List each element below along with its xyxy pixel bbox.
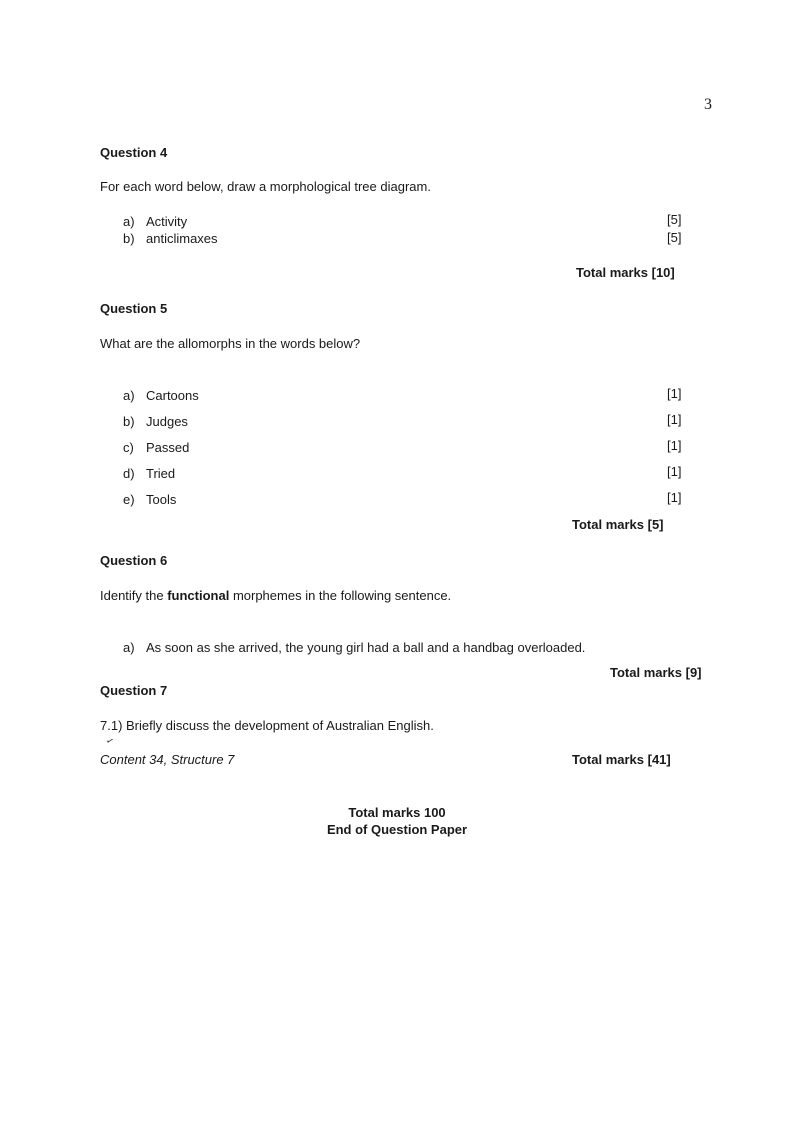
item-marks: [1]	[667, 412, 682, 427]
item-marks: [1]	[667, 438, 682, 453]
item-marks: [1]	[667, 386, 682, 401]
item-word: anticlimaxes	[146, 231, 218, 246]
question-7-note: Content 34, Structure 7	[100, 752, 235, 767]
tick-mark: ✓	[104, 735, 116, 748]
item-word: Tried	[146, 466, 176, 481]
item-sentence: As soon as she arrived, the young girl had a ball and a handbag overloaded.	[146, 640, 586, 655]
item-letter: e)	[123, 492, 135, 507]
question-6-heading: Question 6	[100, 553, 168, 568]
instruction-suffix: morphemes in the following sentence.	[229, 588, 452, 603]
item-word: Tools	[146, 492, 177, 507]
item-letter: d)	[123, 466, 135, 481]
question-7-heading: Question 7	[100, 683, 168, 698]
instruction-emphasis: functional	[167, 588, 230, 603]
item-marks: [1]	[667, 464, 682, 479]
item-marks: [1]	[667, 490, 682, 505]
item-marks: [5]	[667, 230, 682, 245]
question-4-total: Total marks [10]	[576, 265, 675, 280]
question-5-heading: Question 5	[100, 301, 168, 316]
question-5-total: Total marks [5]	[572, 517, 664, 532]
item-letter: b)	[123, 231, 135, 246]
item-letter: a)	[123, 214, 135, 229]
question-5-instruction: What are the allomorphs in the words below?	[100, 336, 361, 351]
item-word: Cartoons	[146, 388, 199, 403]
item-marks: [5]	[667, 212, 682, 227]
item-word: Activity	[146, 214, 188, 229]
item-letter: a)	[123, 388, 135, 403]
question-4-heading: Question 4	[100, 145, 168, 160]
end-of-paper: End of Question Paper	[326, 822, 468, 837]
item-letter: a)	[123, 640, 135, 655]
question-7-total: Total marks [41]	[572, 752, 671, 767]
question-4-instruction: For each word below, draw a morphological tree diagram.	[100, 179, 431, 194]
item-word: Passed	[146, 440, 190, 455]
question-7-instruction: 7.1) Briefly discuss the development of Australian English.	[100, 718, 434, 733]
question-6-total: Total marks [9]	[610, 665, 702, 680]
item-word: Judges	[146, 414, 188, 429]
page-number: 3	[704, 96, 712, 113]
item-letter: b)	[123, 414, 135, 429]
question-6-instruction	[100, 588, 451, 603]
item-letter: c)	[123, 440, 134, 455]
instruction-prefix: Identify the	[100, 588, 168, 603]
grand-total: Total marks 100	[348, 805, 446, 820]
